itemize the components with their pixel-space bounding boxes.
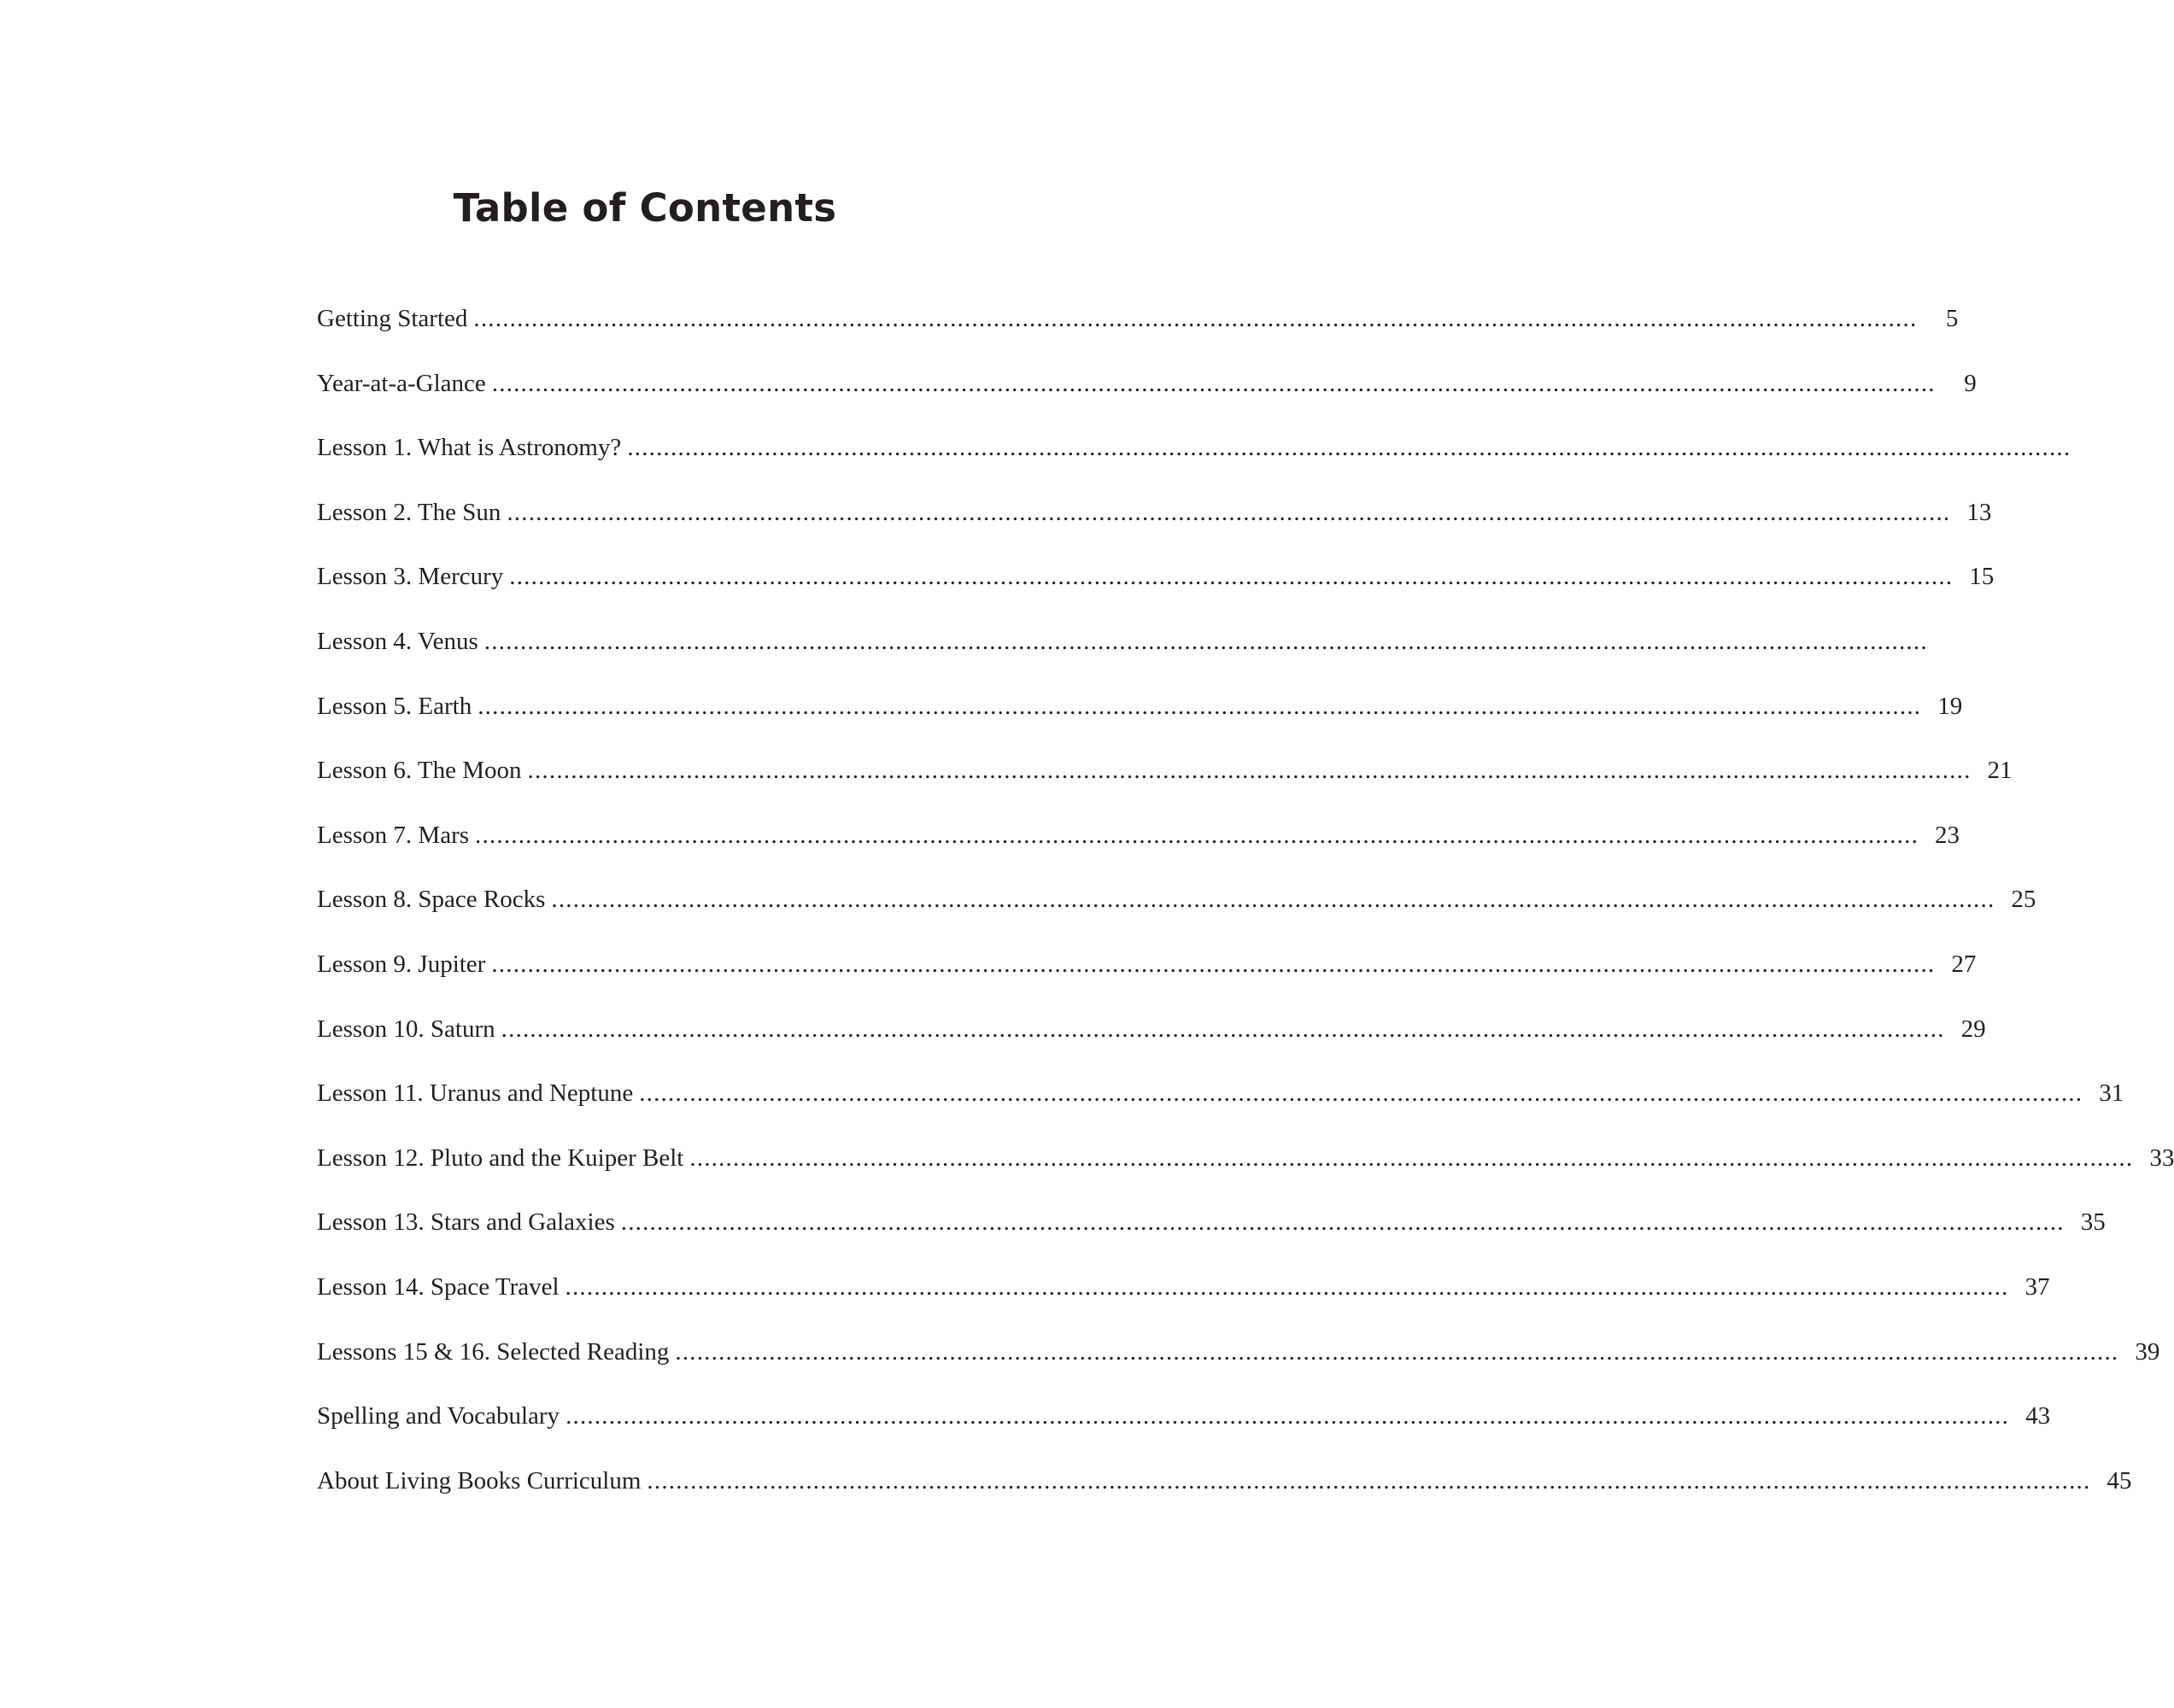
toc-entry-title: Getting Started <box>317 305 468 332</box>
toc-entry <box>317 947 1977 1012</box>
toc-entry-title: Lesson 12. Pluto and the Kuiper Belt <box>317 1144 684 1172</box>
toc-entry <box>317 689 1963 754</box>
dot-leader: ........................................................................................................................................................................................................ <box>647 1466 2091 1494</box>
dot-leader: ........................................................................................................................................................................................................ <box>551 886 1995 914</box>
dot-leader: ........................................................................................................................................................................................................ <box>675 1337 2119 1366</box>
dot-leader: ........................................................................................................................................................................................................ <box>501 1015 1945 1043</box>
toc-page-number: 23 <box>1935 821 1960 849</box>
toc-entry-title: Lesson 3. Mercury <box>317 563 504 591</box>
toc-entry <box>317 818 1960 883</box>
toc-page-number: 31 <box>2099 1079 2124 1108</box>
toc-entry-title: Lesson 2. The Sun <box>317 498 501 526</box>
toc-page-number: 39 <box>2135 1337 2160 1366</box>
toc-entry-title: Lesson 4. Venus <box>317 627 478 655</box>
dot-leader: ........................................................................................................................................................................................................ <box>689 1144 2134 1172</box>
toc-entry <box>317 559 1995 624</box>
toc-entry <box>317 1141 2174 1206</box>
toc-entry-title: Lessons 15 & 16. Selected Reading <box>317 1337 670 1366</box>
toc-page-number: 21 <box>1987 757 2013 785</box>
toc-entry <box>317 1399 2051 1464</box>
table-of-contents <box>317 301 2174 1528</box>
dot-leader: ........................................................................................................................................................................................................ <box>509 563 1954 591</box>
toc-entry <box>317 882 2036 947</box>
toc-entry-title: Lesson 1. What is Astronomy? <box>317 434 622 462</box>
toc-page-number: 15 <box>1969 563 1995 591</box>
toc-page-number: 27 <box>1951 950 1977 978</box>
toc-entry-title: Lesson 9. Jupiter <box>317 950 486 978</box>
toc-page-number: 33 <box>2149 1144 2174 1172</box>
toc-entry <box>317 430 2071 495</box>
toc-page-number: 25 <box>2011 886 2036 914</box>
toc-entry <box>317 366 1977 431</box>
toc-page-number: 5 <box>1945 305 1959 332</box>
dot-leader: ........................................................................................................................................................................................................ <box>491 950 1936 978</box>
dot-leader: ........................................................................................................................................................................................................ <box>473 305 1918 332</box>
toc-entry <box>317 1205 2106 1270</box>
dot-leader: ........................................................................................................................................................................................................ <box>620 1208 2065 1237</box>
toc-entry-title: About Living Books Curriculum <box>317 1466 642 1494</box>
toc-entry <box>317 301 1959 366</box>
toc-entry-title: Lesson 11. Uranus and Neptune <box>317 1079 634 1108</box>
dot-leader: ........................................................................................................................................................................................................ <box>478 692 1922 720</box>
toc-entry-title: Lesson 10. Saturn <box>317 1015 495 1043</box>
toc-page-number: 9 <box>1964 369 1977 397</box>
toc-page-number: 37 <box>2025 1272 2050 1301</box>
toc-entry <box>317 1464 2132 1529</box>
toc-entry-title: Lesson 5. Earth <box>317 692 472 720</box>
toc-entry-title: Lesson 7. Mars <box>317 821 470 849</box>
dot-leader: ........................................................................................................................................................................................................ <box>565 1272 2009 1301</box>
toc-entry-title: Spelling and Vocabulary <box>317 1402 560 1430</box>
toc-entry-title: Lesson 6. The Moon <box>317 757 522 785</box>
toc-entry <box>317 753 2013 818</box>
toc-entry <box>317 624 1928 689</box>
toc-entry-title: Year-at-a-Glance <box>317 369 486 397</box>
dot-leader: ........................................................................................................................................................................................................ <box>483 627 1928 655</box>
toc-page-number: 13 <box>1966 498 1992 526</box>
toc-entry <box>317 1012 1986 1077</box>
dot-leader: ........................................................................................................................................................................................................ <box>507 498 1951 526</box>
toc-entry-title: Lesson 8. Space Rocks <box>317 886 546 914</box>
toc-page-number: 29 <box>1960 1015 1986 1043</box>
toc-entry <box>317 495 1992 560</box>
toc-page-number: 35 <box>2080 1208 2106 1237</box>
dot-leader: ........................................................................................................................................................................................................ <box>491 369 1936 397</box>
toc-page-number: 45 <box>2107 1466 2132 1494</box>
toc-entry <box>317 1335 2160 1400</box>
dot-leader: ........................................................................................................................................................................................................ <box>527 757 1972 785</box>
toc-page-number: 19 <box>1937 692 1963 720</box>
toc-entry <box>317 1076 2124 1141</box>
dot-leader: ........................................................................................................................................................................................................ <box>627 434 2071 462</box>
toc-page-number: 43 <box>2025 1402 2051 1430</box>
toc-entry-title: Lesson 14. Space Travel <box>317 1272 560 1301</box>
dot-leader: ........................................................................................................................................................................................................ <box>475 821 1919 849</box>
dot-leader: ........................................................................................................................................................................................................ <box>565 1402 2010 1430</box>
page-title: Table of Contents <box>453 185 837 231</box>
toc-entry-title: Lesson 13. Stars and Galaxies <box>317 1208 615 1237</box>
dot-leader: ........................................................................................................................................................................................................ <box>639 1079 2083 1108</box>
toc-entry <box>317 1270 2050 1335</box>
